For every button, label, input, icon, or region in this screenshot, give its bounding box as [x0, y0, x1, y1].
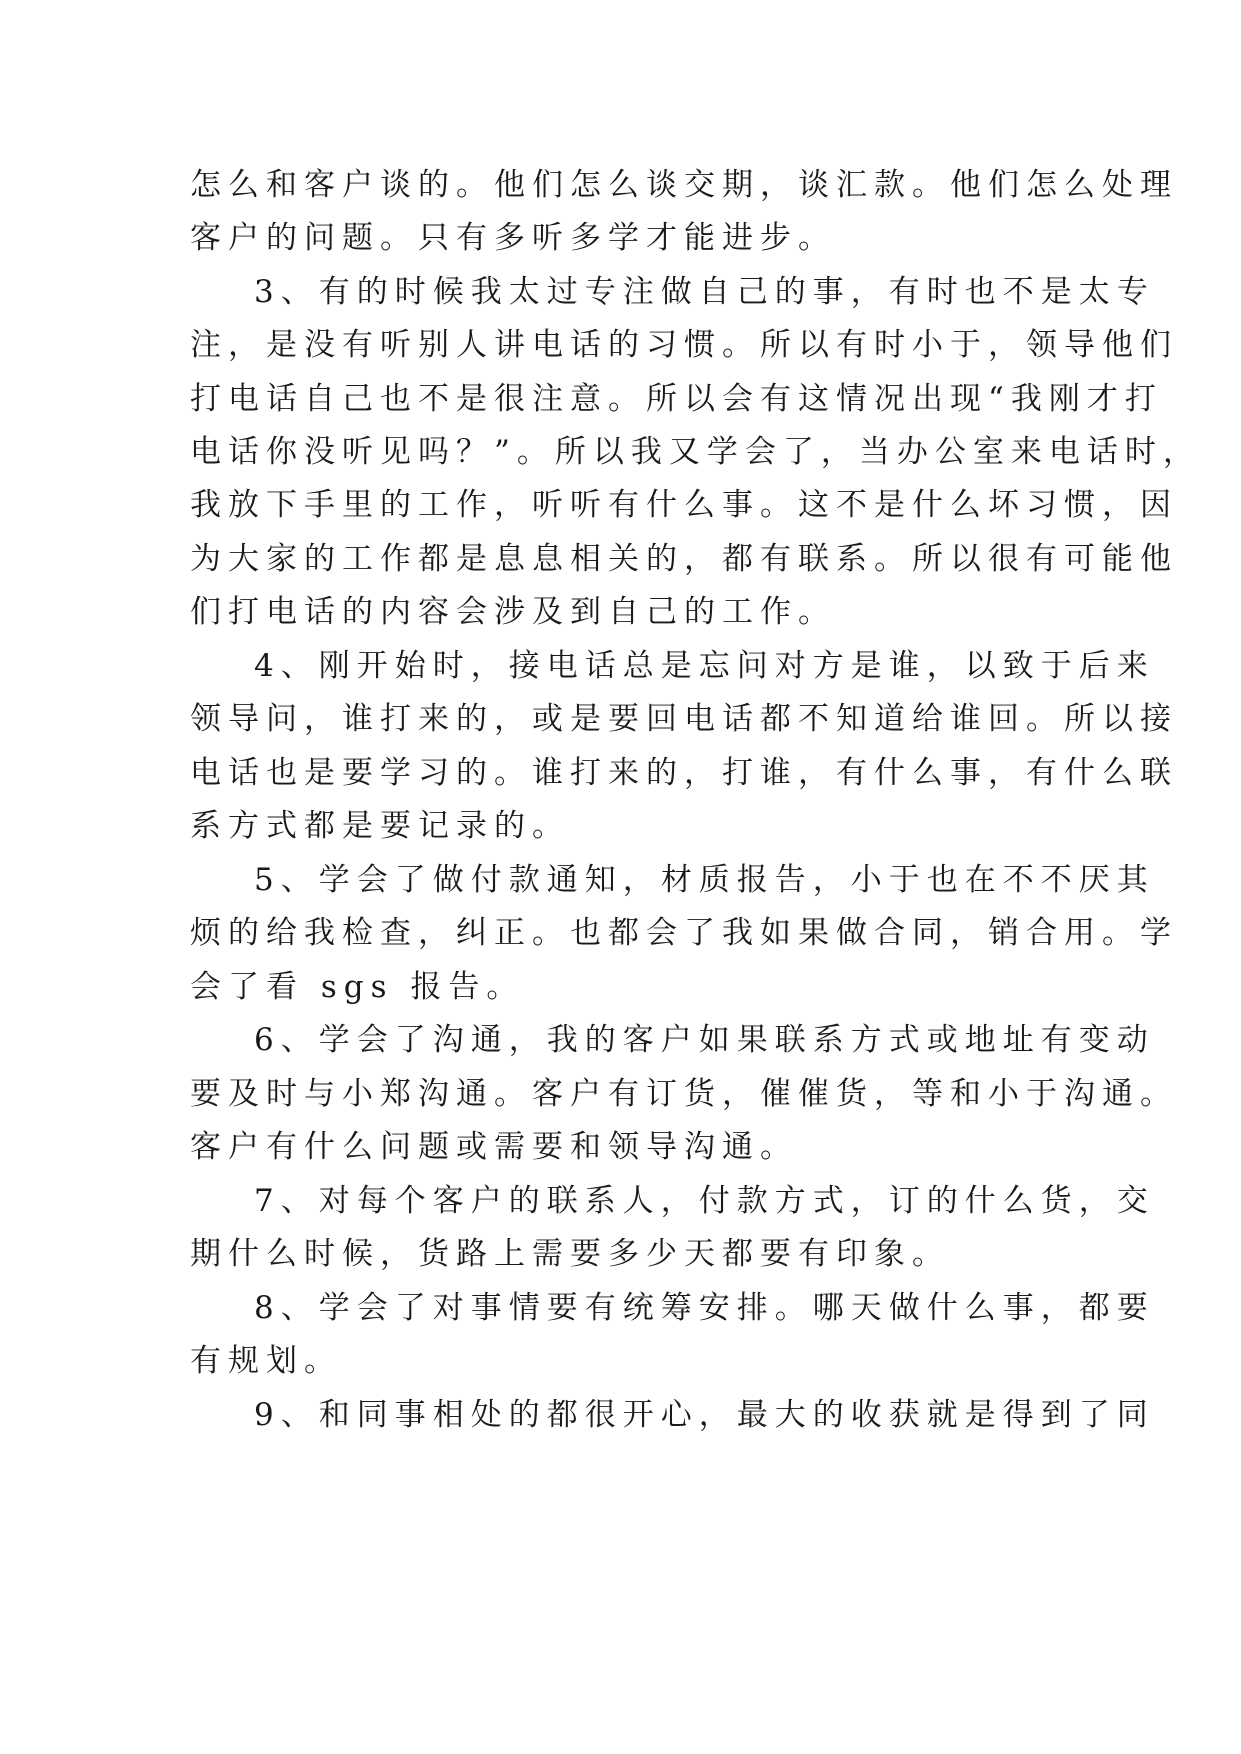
paragraph-3-start: 3、有的时候我太过专注做自己的事，有时也不是太专	[254, 274, 1155, 310]
text-line: 我放下手里的工作，听听有什么事。这不是什么坏习惯，因	[190, 487, 1178, 523]
text-line: 打电话自己也不是很注意。所以会有这情况出现“我刚才打	[190, 381, 1163, 417]
text-line: 会了看 sgs 报告。	[190, 969, 525, 1005]
paragraph-7-start: 7、对每个客户的联系人，付款方式，订的什么货，交	[254, 1183, 1155, 1219]
paragraph-9-start: 9、和同事相处的都很开心，最大的收获就是得到了同	[254, 1397, 1155, 1433]
text-line: 们打电话的内容会涉及到自己的工作。	[190, 594, 836, 630]
text-line: 电话也是要学习的。谁打来的，打谁，有什么事，有什么联	[190, 755, 1178, 791]
text-line: 烦的给我检查，纠正。也都会了我如果做合同，销合用。学	[190, 915, 1178, 951]
text-line: 电话你没听见吗？”。所以我又学会了，当办公室来电话时，	[190, 434, 1201, 470]
paragraph-8-start: 8、学会了对事情要有统筹安排。哪天做什么事，都要	[254, 1290, 1155, 1326]
text-line: 客户的问题。只有多听多学才能进步。	[190, 220, 836, 256]
text-line: 为大家的工作都是息息相关的，都有联系。所以很有可能他	[190, 541, 1178, 577]
text-line: 注，是没有听别人讲电话的习惯。所以有时小于，领导他们	[190, 327, 1178, 363]
paragraph-4-start: 4、刚开始时，接电话总是忘问对方是谁，以致于后来	[254, 648, 1155, 684]
text-line: 要及时与小郑沟通。客户有订货，催催货，等和小于沟通。	[190, 1076, 1178, 1112]
text-line: 期什么时候，货路上需要多少天都要有印象。	[190, 1236, 950, 1272]
text-line: 系方式都是要记录的。	[190, 808, 570, 844]
text-line: 怎么和客户谈的。他们怎么谈交期，谈汇款。他们怎么处理	[190, 167, 1178, 203]
text-line: 有规划。	[190, 1343, 342, 1379]
paragraph-6-start: 6、学会了沟通，我的客户如果联系方式或地址有变动	[254, 1022, 1155, 1058]
text-line: 客户有什么问题或需要和领导沟通。	[190, 1129, 798, 1165]
text-line: 领导问，谁打来的，或是要回电话都不知道给谁回。所以接	[190, 701, 1178, 737]
paragraph-5-start: 5、学会了做付款通知，材质报告，小于也在不不厌其	[254, 862, 1155, 898]
